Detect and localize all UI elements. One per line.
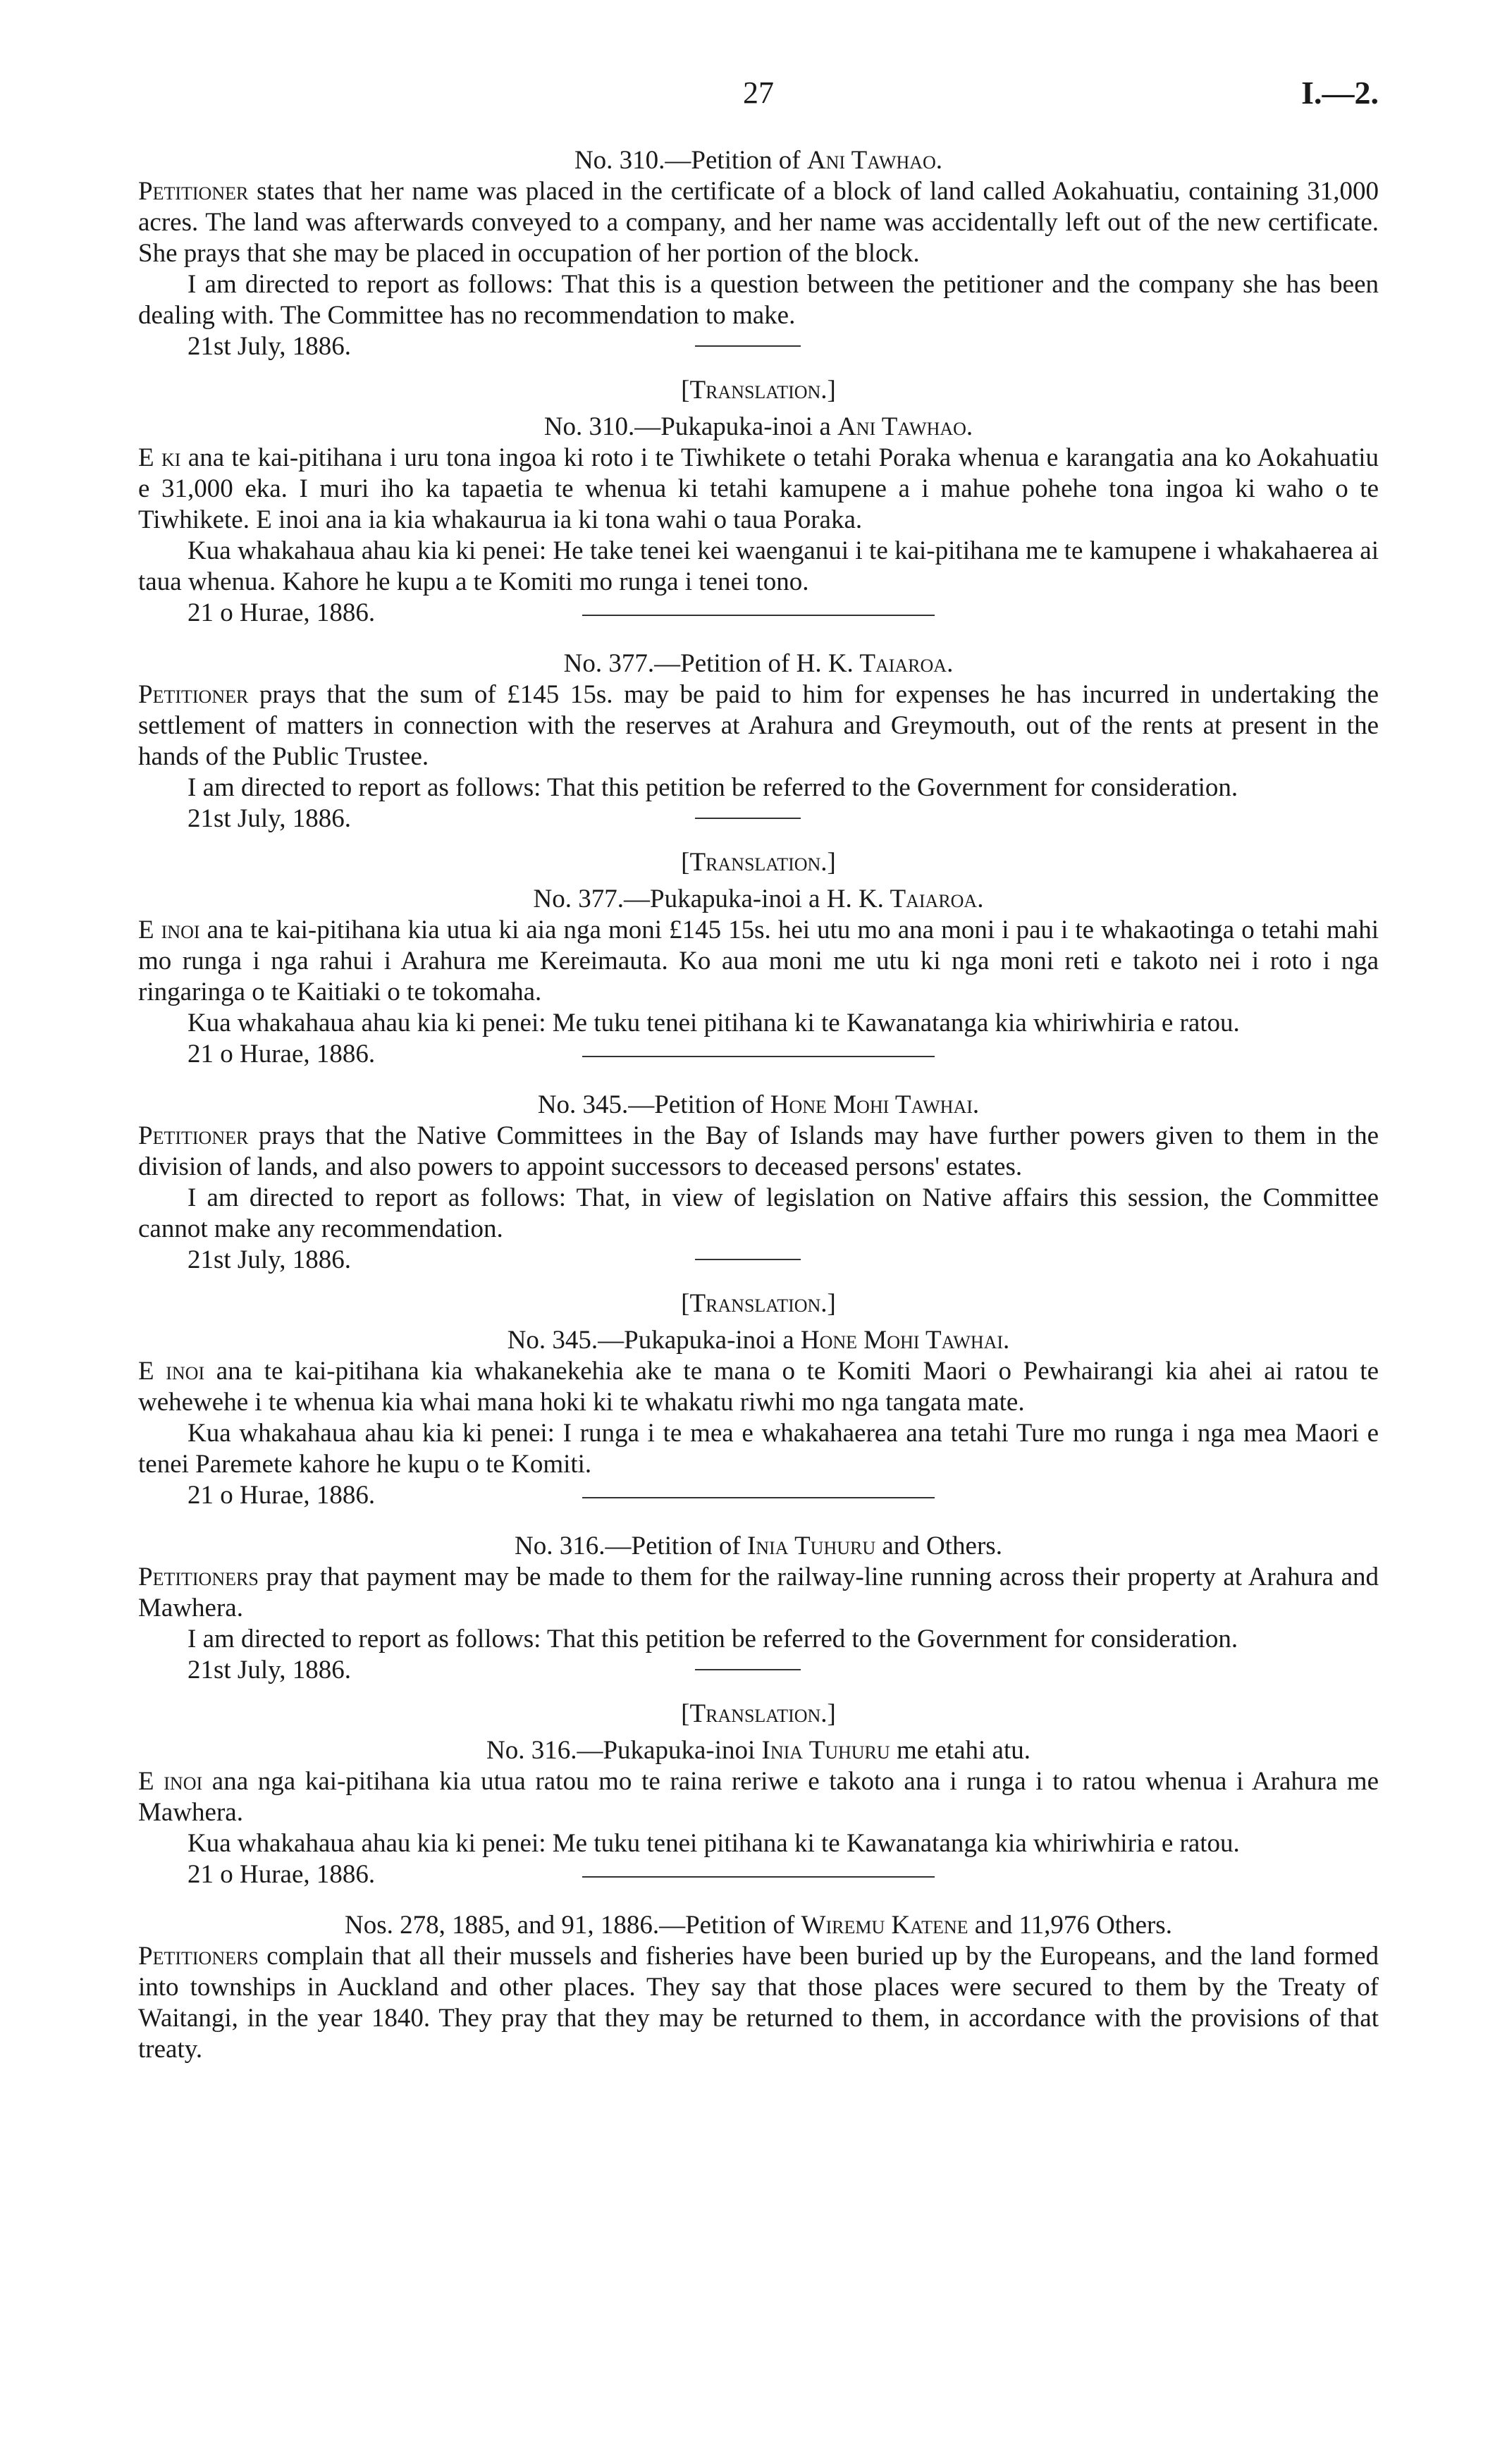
title-name: Hone Mohi Tawhai [770, 1090, 973, 1119]
t-title-pre: No. 377.—Pukapuka-inoi a [533, 885, 827, 913]
page-header [138, 75, 1379, 120]
translation-body [138, 1356, 1379, 1418]
report-date [138, 803, 1379, 834]
translation-report [138, 1418, 1379, 1480]
t-title-name: Hone Mohi Tawhai [800, 1326, 1004, 1355]
t-title-name: Ani Tawhao [837, 412, 966, 441]
section-divider-rule [582, 1497, 935, 1498]
petition-section [138, 648, 1379, 1090]
title-post: and Others. [875, 1532, 1002, 1560]
translation-label [138, 1699, 1379, 1730]
short-rule [695, 1259, 801, 1260]
t-title-pre: No. 316.—Pukapuka-inoi [486, 1736, 762, 1765]
section-divider-rule [582, 1056, 935, 1057]
translation-title [138, 1325, 1379, 1356]
petition-title [138, 648, 1379, 679]
title-pre: No. 316.—Petition of [515, 1532, 747, 1560]
translation-body [138, 443, 1379, 536]
short-rule [695, 818, 801, 819]
document-page [138, 75, 1379, 2065]
t-title-pre: No. 345.—Pukapuka-inoi a [507, 1326, 801, 1355]
translation-title [138, 884, 1379, 915]
report: I am directed to report as follows: That this petition be referred to the Government for consideration. [187, 1625, 1238, 1653]
title-pre: No. 345.—Petition of [537, 1090, 770, 1119]
translation-label: [Translation.] [681, 848, 836, 877]
t-title-pre: No. 310.—Pukapuka-inoi a [543, 412, 838, 441]
report-date [138, 1655, 1379, 1686]
t-body: ana te kai-pitihana kia utua ki aia nga moni £145 15s. hei utu mo ana moni i pau i te whakaotinga o tetahi mahi mo runga i nga rahui i Arahura me Kereimauta. Ko aua moni me utu ki nga moni reti e takoto nei i roto i nga ringaringa o te Kaitiaki o te tokomaha. [138, 916, 1379, 1006]
title-post: . [972, 1090, 980, 1119]
t-date: 21 o Hurae, 1886. [187, 1860, 376, 1889]
translation-date [138, 598, 1379, 629]
title-name: H. K. Taiaroa [796, 649, 947, 678]
body: prays that the Native Committees in the Bay of Islands may have further powers given to them in the division of lands, and also powers to appoint successors to deceased persons' estates. [138, 1121, 1379, 1181]
committee-report [138, 1624, 1379, 1655]
t-body: ana te kai-pitihana i uru tona ingoa ki roto i te Tiwhikete o tetahi Poraka whenua e karangatia ana ko Aokahuatiu e 31,000 eka. I muri iho ka tapaetia te whenua ki tetahi kamupene a i mahue pohehe tona ingoa ki waho o te Tiwhikete. E inoi ana ia kia whakaurua ia ki tona wahi o taua Poraka. [138, 443, 1379, 534]
t-title-name: Inia Tuhuru [761, 1736, 890, 1765]
translation-date [138, 1039, 1379, 1070]
date: 21st July, 1886. [187, 332, 351, 361]
lead: Petitioner [138, 680, 249, 709]
translation-body [138, 915, 1379, 1008]
petition-body [138, 679, 1379, 772]
committee-report [138, 772, 1379, 803]
t-lead: E inoi [138, 1767, 203, 1796]
report-date [138, 331, 1379, 362]
translation-label: [Translation.] [681, 376, 836, 405]
translation-label: [Translation.] [681, 1699, 836, 1728]
petition-section [138, 1090, 1379, 1531]
translation-report [138, 536, 1379, 598]
section-divider-rule [582, 615, 935, 616]
body: pray that payment may be made to them for the railway-line running across their property at Arahura and Mawhera. [138, 1563, 1379, 1622]
translation-date [138, 1480, 1379, 1511]
t-report: Kua whakahaua ahau kia ki penei: He take tenei kei waenganui i te kai-pitihana me te kamupene i whakahaerea ai taua whenua. Kahore he kupu a te Komiti mo runga i tenei tono. [138, 536, 1379, 596]
section-spacer [138, 629, 1379, 648]
t-title-name: H. K. Taiaroa [826, 885, 978, 913]
report: I am directed to report as follows: That this is a question between the petitioner and the company she has been dealing with. The Committee has no recommendation to make. [138, 270, 1379, 330]
t-lead: E inoi [138, 1357, 205, 1386]
t-body: ana nga kai-pitihana kia utua ratou mo te raina reriwe e takoto ana i runga i to ratou whenua i Arahura me Mawhera. [138, 1767, 1379, 1827]
section-spacer [138, 1890, 1379, 1910]
t-body: ana te kai-pitihana kia whakanekehia ake te mana o te Komiti Maori o Pewhairangi kia ahei ai ratou te wehewehe i te whenua kia whai mana hoki ki te whakatu riwhi mo nga tangata mate. [138, 1357, 1379, 1417]
section-spacer [138, 1511, 1379, 1531]
title-pre: No. 310.—Petition of [574, 146, 807, 175]
t-title-post: me etahi atu. [890, 1736, 1031, 1765]
translation-label [138, 1288, 1379, 1319]
final-petition-title: Nos. 278, 1885, and 91, 1886.—Petition of Wiremu Katene and 11,976 Others. [345, 1911, 1172, 1940]
title-name: Inia Tuhuru [746, 1532, 876, 1560]
petition-title [138, 1090, 1379, 1121]
translation-report [138, 1828, 1379, 1859]
body: states that her name was placed in the certificate of a block of land called Aokahuatiu, containing 31,000 acres. The land was afterwards conveyed to a company, and her name was accidentally left out of the new certificate. She prays that she may be placed in occupation of her portion of the block. [138, 177, 1379, 268]
lead: Petitioner [138, 177, 249, 206]
final-petition-body: Petitioners complain that all their mussels and fisheries have been buried up by the Europeans, and the land formed into townships in Auckland and other places. They say that those places were secured to them by the Treaty of Waitangi, in the year 1840. They pray that they may be returned to them, in accordance with the provisions of that treaty. [138, 1942, 1379, 2064]
t-report: Kua whakahaua ahau kia ki penei: Me tuku tenei pitihana ki te Kawanatanga kia whiriwhiria e ratou. [187, 1829, 1240, 1858]
title-post: . [935, 146, 943, 175]
document-reference: I.—2. [1301, 75, 1379, 111]
t-date: 21 o Hurae, 1886. [187, 598, 376, 627]
report: I am directed to report as follows: That, in view of legislation on Native affairs this session, the Committee cannot make any recommendation. [138, 1183, 1379, 1243]
petition-section [138, 145, 1379, 648]
petition-section [138, 1531, 1379, 1910]
committee-report [138, 269, 1379, 331]
t-lead: E inoi [138, 916, 200, 944]
translation-date [138, 1859, 1379, 1890]
final-petition-section [138, 1910, 1379, 2065]
title-pre: No. 377.—Petition of [563, 649, 796, 678]
section-divider-rule [582, 1876, 935, 1878]
date: 21st July, 1886. [187, 1656, 351, 1684]
t-title-post: . [966, 412, 973, 441]
translation-label: [Translation.] [681, 1289, 836, 1318]
date: 21st July, 1886. [187, 1245, 351, 1274]
t-title-post: . [1003, 1326, 1010, 1355]
short-rule [695, 1669, 801, 1670]
section-spacer [138, 1070, 1379, 1090]
page-number: 27 [743, 75, 774, 110]
body: prays that the sum of £145 15s. may be paid to him for expenses he has incurred in undertaking the settlement of matters in connection with the reserves at Arahura and Greymouth, out of the rents at present in the hands of the Public Trustee. [138, 680, 1379, 771]
t-date: 21 o Hurae, 1886. [187, 1040, 376, 1068]
petition-body [138, 1121, 1379, 1183]
lead: Petitioners [138, 1563, 259, 1591]
t-report: Kua whakahaua ahau kia ki penei: I runga i te mea e whakahaerea ana tetahi Ture mo runga i nga mea Maori e tenei Paremete kahore he kupu o te Komiti. [138, 1419, 1379, 1479]
report: I am directed to report as follows: That this petition be referred to the Government for consideration. [187, 773, 1238, 802]
committee-report [138, 1183, 1379, 1245]
translation-title [138, 412, 1379, 443]
date: 21st July, 1886. [187, 804, 351, 833]
petition-title [138, 1531, 1379, 1562]
translation-body [138, 1766, 1379, 1828]
t-lead: E ki [138, 443, 181, 472]
petition-body [138, 1562, 1379, 1624]
petition-body [138, 176, 1379, 269]
t-date: 21 o Hurae, 1886. [187, 1481, 376, 1510]
report-date [138, 1245, 1379, 1276]
title-name: Ani Tawhao [806, 146, 936, 175]
lead: Petitioner [138, 1121, 249, 1150]
translation-title [138, 1735, 1379, 1766]
translation-label [138, 847, 1379, 878]
t-report: Kua whakahaua ahau kia ki penei: Me tuku tenei pitihana ki te Kawanatanga kia whiriwhiria e ratou. [187, 1009, 1240, 1037]
petition-title [138, 145, 1379, 176]
translation-label [138, 375, 1379, 406]
t-title-post: . [977, 885, 984, 913]
title-post: . [947, 649, 954, 678]
short-rule [695, 345, 801, 347]
translation-report [138, 1008, 1379, 1039]
